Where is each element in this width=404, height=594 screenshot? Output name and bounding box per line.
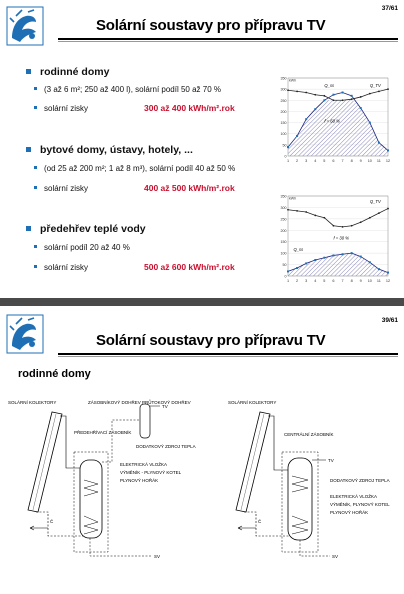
slide-39 <box>0 308 404 594</box>
x-tick-label: 8 <box>350 279 353 283</box>
central-tank-label: CENTRÁLNÍ ZÁSOBNÍK <box>284 432 334 437</box>
y-axis-label: kWh <box>289 196 297 201</box>
x-tick-label: 5 <box>323 159 326 163</box>
section-heading: předehřev teplé vody <box>40 223 146 235</box>
series-point <box>369 93 371 95</box>
y-tick-label: 50 <box>282 143 287 148</box>
afterheater-label: ZÁSOBNÍKOVÝ DOHŘEV PRŮTOKOVÝ DOHŘEV <box>88 400 191 405</box>
y-tick-label: 50 <box>282 263 287 268</box>
y-tick-label: 300 <box>280 205 287 210</box>
collector-label: SOLÁRNÍ KOLEKTORY <box>228 400 277 405</box>
highlight-value: 300 až 400 kWh/m².rok <box>144 103 235 113</box>
sv-label: SV <box>154 554 161 558</box>
extra-source-label: DODATKOVÝ ZDROJ TEPLA <box>136 444 196 449</box>
x-tick-label: 6 <box>332 159 335 163</box>
x-tick-label: 11 <box>376 159 381 163</box>
bullet-item <box>44 103 235 113</box>
option-label: PLYNOVÝ HOŘÁK <box>330 510 369 515</box>
series-line-Q_TV <box>288 209 388 227</box>
bullet-item <box>44 85 221 94</box>
slide-title: Solární soustavy pro přípravu TV <box>96 17 326 34</box>
series-point <box>369 217 371 219</box>
option-label: ELEKTRICKÁ VLOŽKA <box>330 494 378 499</box>
series-point <box>323 257 325 259</box>
tv-label: TV <box>162 404 168 409</box>
section-heading: rodinné domy <box>40 66 110 78</box>
solar-fraction-chart-30 <box>276 190 392 286</box>
bullet-item <box>44 243 130 252</box>
highlight-value: 400 až 500 kWh/m².rok <box>144 183 235 193</box>
preheat-tank-label: PŘEDEHŘÍVACÍ ZÁSOBNÍK <box>74 430 132 435</box>
series-point <box>387 272 389 274</box>
series-point <box>305 118 307 120</box>
central-tank-icon <box>288 458 312 540</box>
slide-37 <box>0 0 404 296</box>
y-tick-label: 150 <box>280 240 287 245</box>
solar-collector-icon <box>28 412 62 512</box>
series-point <box>314 108 316 110</box>
x-tick-label: 11 <box>376 279 381 283</box>
system-diagram-right <box>202 398 404 558</box>
series-point <box>351 225 353 227</box>
series-point <box>369 261 371 263</box>
series-point <box>323 217 325 219</box>
x-tick-label: 9 <box>359 159 362 163</box>
y-tick-label: 100 <box>280 132 287 137</box>
option-label: VÝMĚNÍK - PLYNOVÝ KOTEL <box>120 470 182 475</box>
x-tick-label: 8 <box>350 159 353 163</box>
y-tick-label: 100 <box>280 251 287 256</box>
bullet-item <box>44 183 235 193</box>
series-label-qtv: Q_TV <box>369 82 381 88</box>
series-point <box>314 94 316 96</box>
x-tick-label: 7 <box>341 159 344 163</box>
series-point <box>323 99 325 101</box>
solar-fraction-annotation: f = 30 % <box>333 235 349 241</box>
series-point <box>360 96 362 98</box>
bullet-text: (od 25 až 200 m²; 1 až 8 m³), solární podíl 40 až 50 % <box>44 164 236 173</box>
title-rule <box>58 38 398 40</box>
x-tick-label: 10 <box>367 159 372 163</box>
x-tick-label: 2 <box>296 159 299 163</box>
series-point <box>387 149 389 151</box>
option-label: ELEKTRICKÁ VLOŽKA <box>120 462 168 467</box>
y-tick-label: 250 <box>280 217 287 222</box>
x-tick-label: 1 <box>286 159 290 163</box>
title-rule-shadow <box>58 356 398 357</box>
series-line-Q_TV <box>288 89 388 100</box>
highlight-value: 500 až 600 kWh/m².rok <box>144 262 235 272</box>
y-tick-label: 200 <box>280 109 287 114</box>
x-tick-label: 4 <box>314 279 317 283</box>
series-point <box>342 253 344 255</box>
series-point <box>378 212 380 214</box>
x-tick-label: 3 <box>305 279 308 283</box>
series-point <box>342 226 344 228</box>
x-tick-label: 9 <box>359 279 362 283</box>
slide-separator <box>0 298 404 306</box>
series-point <box>342 99 344 101</box>
series-point <box>378 142 380 144</box>
x-tick-label: 5 <box>323 279 326 283</box>
option-label: PLYNOVÝ HOŘÁK <box>120 478 159 483</box>
series-point <box>287 146 289 148</box>
series-point <box>378 90 380 92</box>
bullet-text: solární zisky <box>44 104 89 113</box>
y-axis-label: kWh <box>289 78 297 83</box>
sv-label: SV <box>332 554 339 558</box>
slide-subtitle: rodinné domy <box>18 368 91 380</box>
solar-fraction-area <box>288 99 388 156</box>
series-point <box>360 256 362 258</box>
series-point <box>296 210 298 212</box>
series-point <box>305 262 307 264</box>
series-label-qtv: Q_TV <box>369 198 381 204</box>
option-label: VÝMĚNÍK, PLYNOVÝ KOTEL <box>330 502 390 507</box>
solar-fraction-annotation: f = 60 % <box>324 118 340 124</box>
series-point <box>387 208 389 210</box>
series-point <box>369 122 371 124</box>
bullet-item <box>44 164 235 173</box>
afterheater-tank-icon <box>140 404 150 438</box>
series-label-qss: Q_ss <box>293 246 304 252</box>
series-point <box>387 88 389 90</box>
bullet-item <box>44 262 235 272</box>
x-tick-label: 2 <box>296 279 299 283</box>
x-tick-label: 4 <box>314 159 317 163</box>
title-rule-shadow <box>58 41 398 42</box>
tv-label: TV <box>328 458 334 463</box>
x-tick-label: 6 <box>332 279 335 283</box>
series-point <box>333 99 335 101</box>
series-point <box>332 254 334 256</box>
y-tick-label: 350 <box>280 76 287 81</box>
x-tick-label: 12 <box>385 279 391 283</box>
x-tick-label: 1 <box>286 279 290 283</box>
series-point <box>333 225 335 227</box>
series-point <box>305 211 307 213</box>
preheat-tank-icon <box>80 460 102 538</box>
solar-collector-icon <box>236 412 270 512</box>
university-logo-icon <box>6 314 44 354</box>
y-tick-label: 0 <box>284 274 287 279</box>
y-tick-label: 250 <box>280 98 287 103</box>
y-tick-label: 150 <box>280 121 287 126</box>
x-tick-label: 10 <box>367 279 372 283</box>
y-tick-label: 350 <box>280 194 287 199</box>
x-tick-label: 7 <box>341 279 344 283</box>
collector-label: SOLÁRNÍ KOLEKTORY <box>8 400 57 405</box>
c-label: Č <box>50 519 54 524</box>
section-heading: bytové domy, ústavy, hotely, ... <box>40 144 193 156</box>
series-point <box>351 95 353 97</box>
extra-source-label: DODATKOVÝ ZDROJ TEPLA <box>330 478 390 483</box>
series-point <box>342 91 344 93</box>
series-point <box>351 252 353 254</box>
series-point <box>296 267 298 269</box>
university-logo-icon <box>6 6 44 46</box>
series-point <box>360 221 362 223</box>
series-point <box>287 270 289 272</box>
series-point <box>332 94 334 96</box>
page-number: 39/61 <box>381 317 398 324</box>
slide-title: Solární soustavy pro přípravu TV <box>96 332 326 349</box>
series-label-qss: Q_ss <box>324 82 335 88</box>
y-tick-label: 0 <box>284 154 287 159</box>
series-point <box>287 89 289 91</box>
series-point <box>305 92 307 94</box>
x-tick-label: 3 <box>305 159 308 163</box>
c-label: Č <box>258 519 262 524</box>
solar-fraction-chart-60 <box>276 72 392 166</box>
y-tick-label: 200 <box>280 228 287 233</box>
title-rule <box>58 353 398 355</box>
series-point <box>314 215 316 217</box>
series-point <box>360 107 362 109</box>
bullet-text: solární zisky <box>44 263 89 272</box>
system-diagram-left <box>0 398 202 558</box>
bullet-text: solární podíl 20 až 40 % <box>44 243 130 252</box>
series-point <box>323 95 325 97</box>
bullet-text: solární zisky <box>44 184 89 193</box>
series-point <box>287 209 289 211</box>
x-tick-label: 12 <box>385 159 391 163</box>
page-number: 37/61 <box>381 5 398 12</box>
series-point <box>296 135 298 137</box>
series-point <box>314 259 316 261</box>
series-point <box>351 98 353 100</box>
y-tick-label: 300 <box>280 87 287 92</box>
series-point <box>378 268 380 270</box>
bullet-text: (3 až 6 m²; 250 až 400 l), solární podíl 50 až 70 % <box>44 85 221 94</box>
series-point <box>296 90 298 92</box>
